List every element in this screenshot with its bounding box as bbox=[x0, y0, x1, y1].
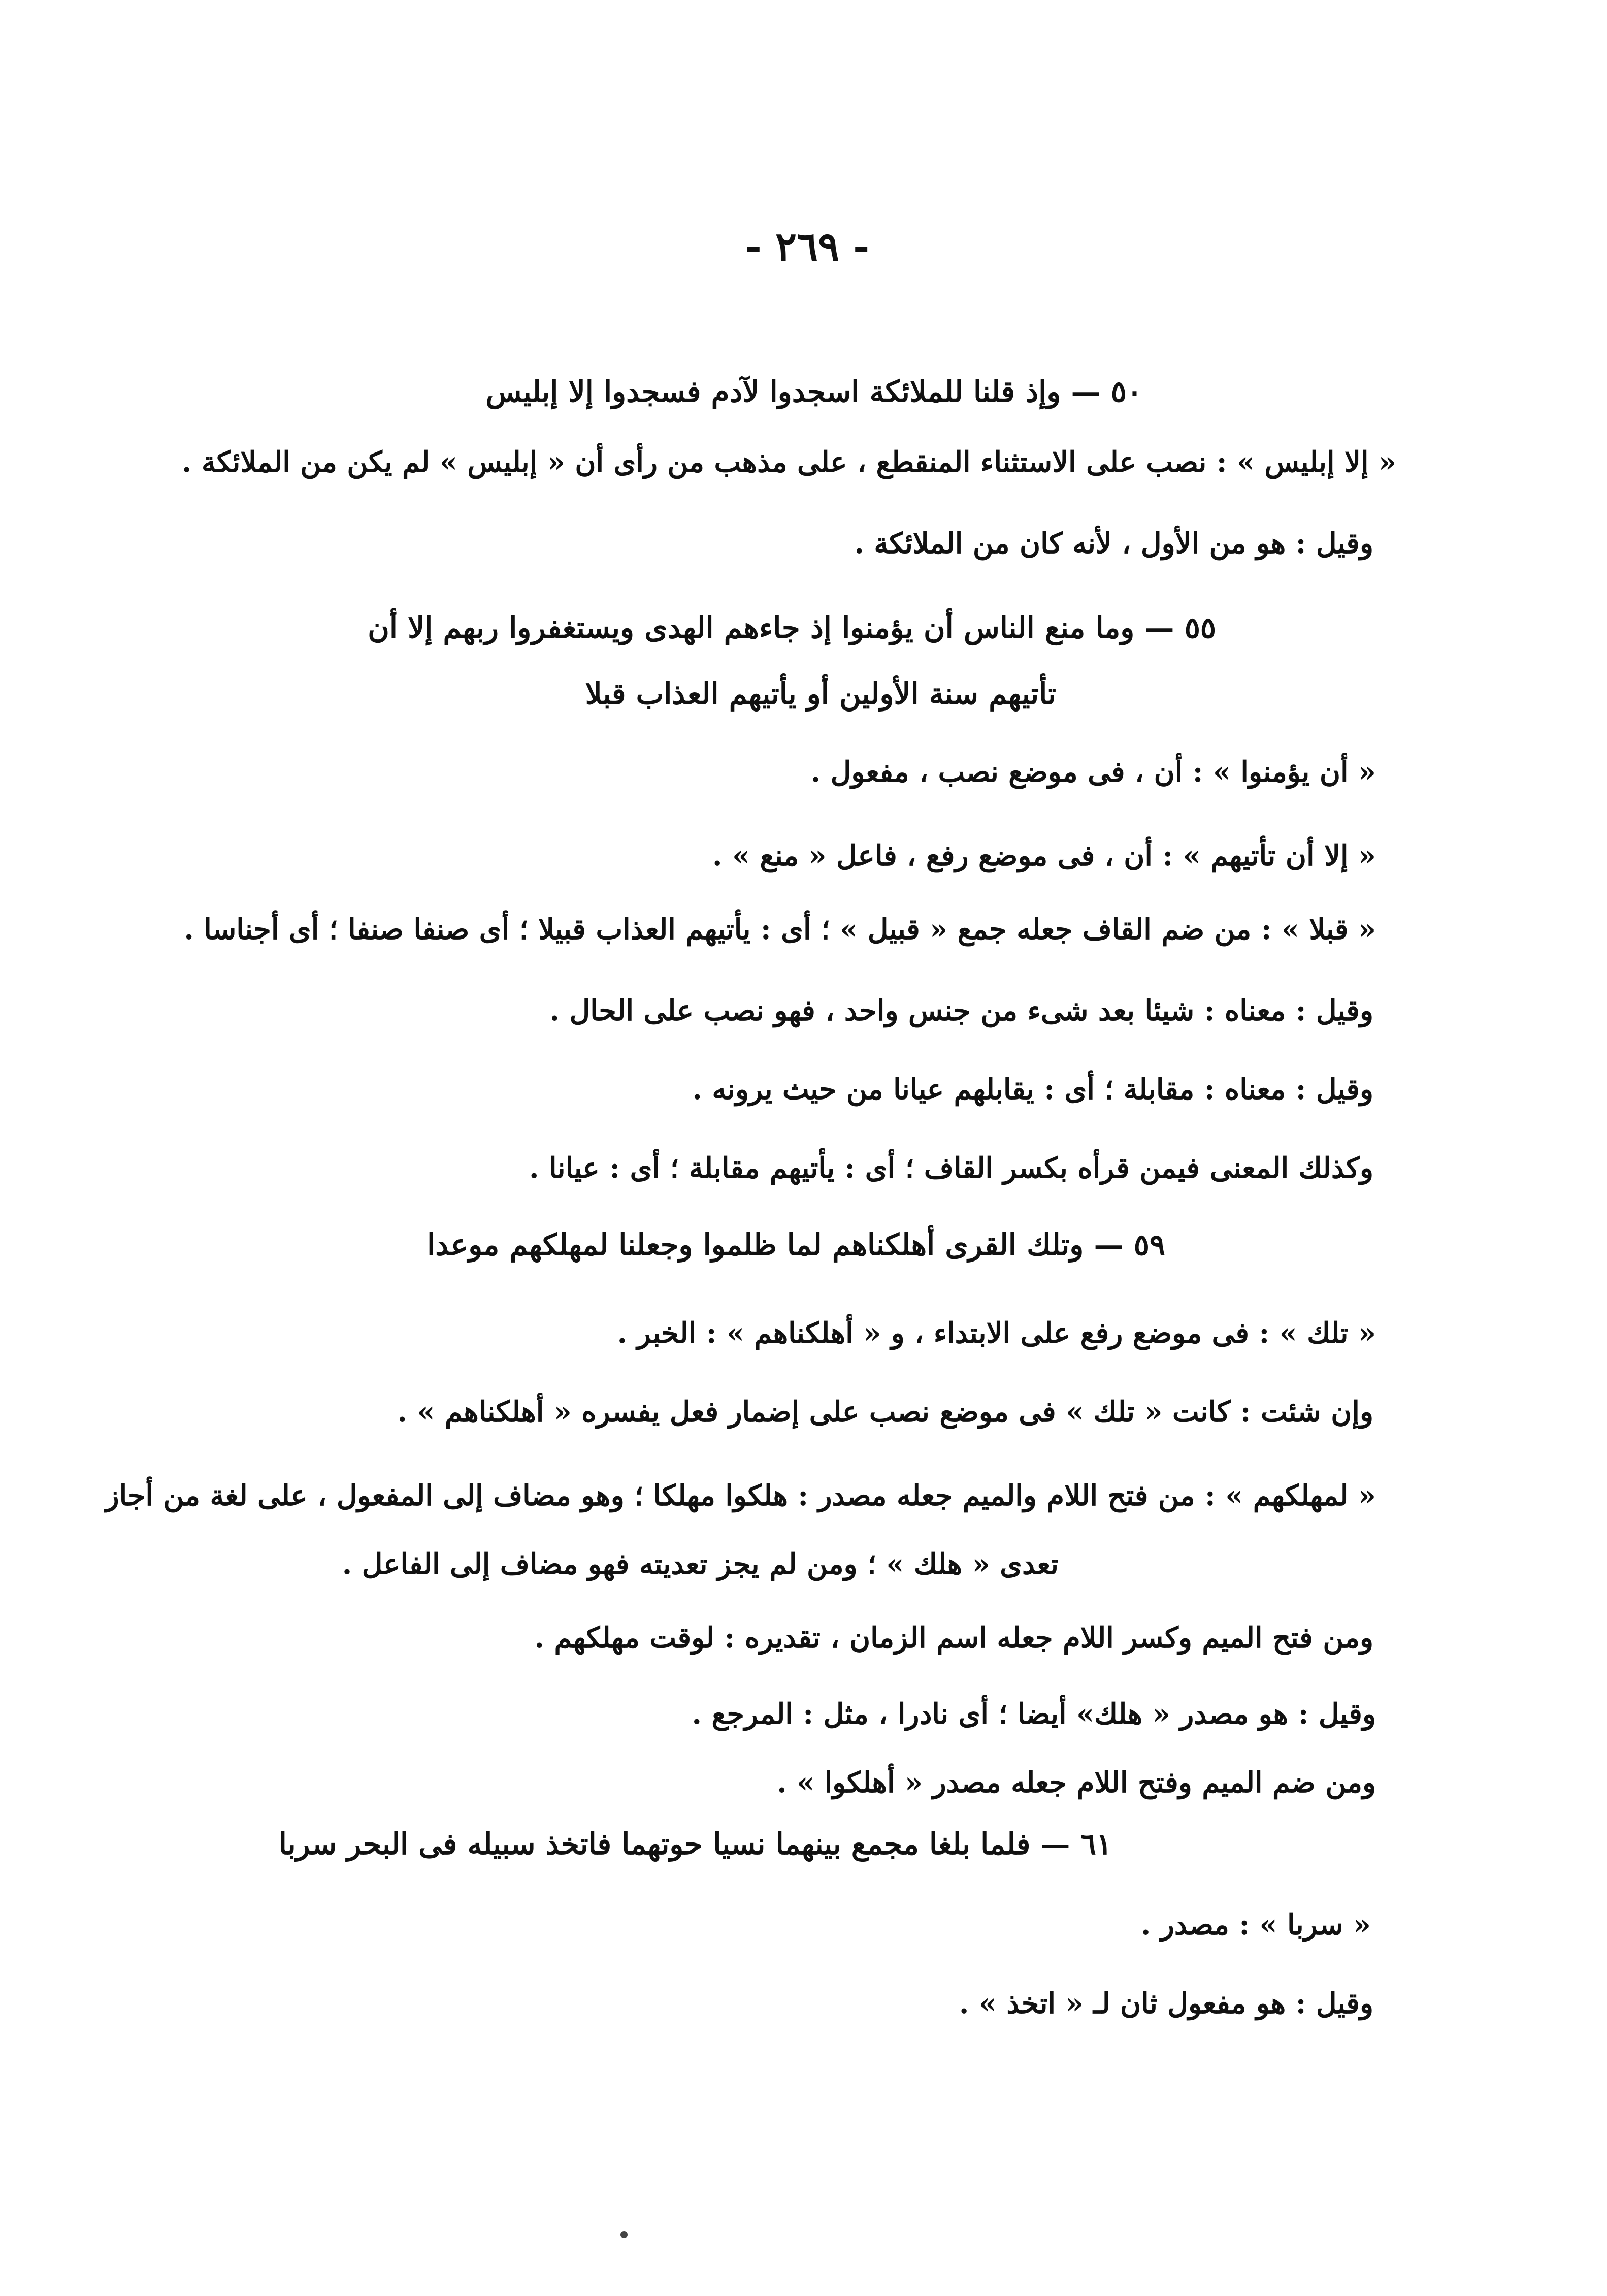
text-line: تعدى « هلك » ؛ ومن لم يجز تعديته فهو مضاف إلى الفاعل . bbox=[342, 1547, 1059, 1581]
verse-55-continued: تأتيهم سنة الأولين أو يأتيهم العذاب قبلا bbox=[585, 676, 1056, 711]
text-line: « أن يؤمنوا » : أن ، فى موضع نصب ، مفعول . bbox=[810, 755, 1376, 789]
text-line: وقيل : هو مفعول ثان لـ « اتخذ » . bbox=[959, 1987, 1373, 2020]
verse-59: ٥٩ — وتلك القرى أهلكناهم لما ظلموا وجعلنا لمهلكهم موعدا bbox=[427, 1227, 1165, 1262]
text-line: « لمهلكهم » : من فتح اللام والميم جعله مصدر : هلكوا مهلكا ؛ وهو مضاف إلى المفعول ، على لغة من أجاز bbox=[105, 1479, 1376, 1512]
text-line: « قبلا » : من ضم القاف جعله جمع « قبيل » ؛ أى : يأتيهم العذاب قبيلا ؛ أى صنفا صنفا ؛ أى أجناسا . bbox=[184, 913, 1376, 946]
text-line: وقيل : معناه : مقابلة ؛ أى : يقابلهم عيانا من حيث يرونه . bbox=[692, 1073, 1373, 1106]
text-line: وكذلك المعنى فيمن قرأه بكسر القاف ؛ أى : يأتيهم مقابلة ؛ أى : عيانا . bbox=[529, 1151, 1373, 1185]
text-line: وقيل : هو مصدر « هلك» أيضا ؛ أى نادرا ، مثل : المرجع . bbox=[692, 1697, 1376, 1731]
text-line: وإن شئت : كانت « تلك » فى موضع نصب على إضمار فعل يفسره « أهلكناهم » . bbox=[397, 1395, 1373, 1429]
text-line: « سربا » : مصدر . bbox=[1140, 1908, 1371, 1942]
text-line: « تلك » : فى موضع رفع على الابتداء ، و « أهلكناهم » : الخبر . bbox=[617, 1316, 1376, 1350]
verse-61: ٦١ — فلما بلغا مجمع بينهما نسيا حوتهما فاتخذ سبيله فى البحر سربا bbox=[278, 1827, 1112, 1861]
text-line: وقيل : هو من الأول ، لأنه كان من الملائكة . bbox=[854, 527, 1373, 560]
text-line: « إلا أن تأتيهم » : أن ، فى موضع رفع ، فاعل « منع » . bbox=[712, 839, 1376, 872]
text-line: وقيل : معناه : شيئا بعد شىء من جنس واحد ، فهو نصب على الحال . bbox=[549, 994, 1373, 1027]
verse-55: ٥٥ — وما منع الناس أن يؤمنوا إذ جاءهم الهدى ويستغفروا ربهم إلا أن bbox=[368, 610, 1216, 645]
verse-50: ٥٠ — وإذ قلنا للملائكة اسجدوا لآدم فسجدوا إلا إبليس bbox=[485, 374, 1142, 409]
page-number: - ٢٦٩ - bbox=[745, 223, 870, 270]
stray-mark bbox=[620, 2231, 628, 2238]
text-line: ومن ضم الميم وفتح اللام جعله مصدر « أهلكوا » . bbox=[777, 1766, 1376, 1799]
text-line: ومن فتح الميم وكسر اللام جعله اسم الزمان ، تقديره : لوقت مهلكهم . bbox=[534, 1621, 1373, 1655]
text-line: « إلا إبليس » : نصب على الاستثناء المنقطع ، على مذهب من رأى أن « إبليس » لم يكن من الملائكة . bbox=[181, 445, 1396, 479]
